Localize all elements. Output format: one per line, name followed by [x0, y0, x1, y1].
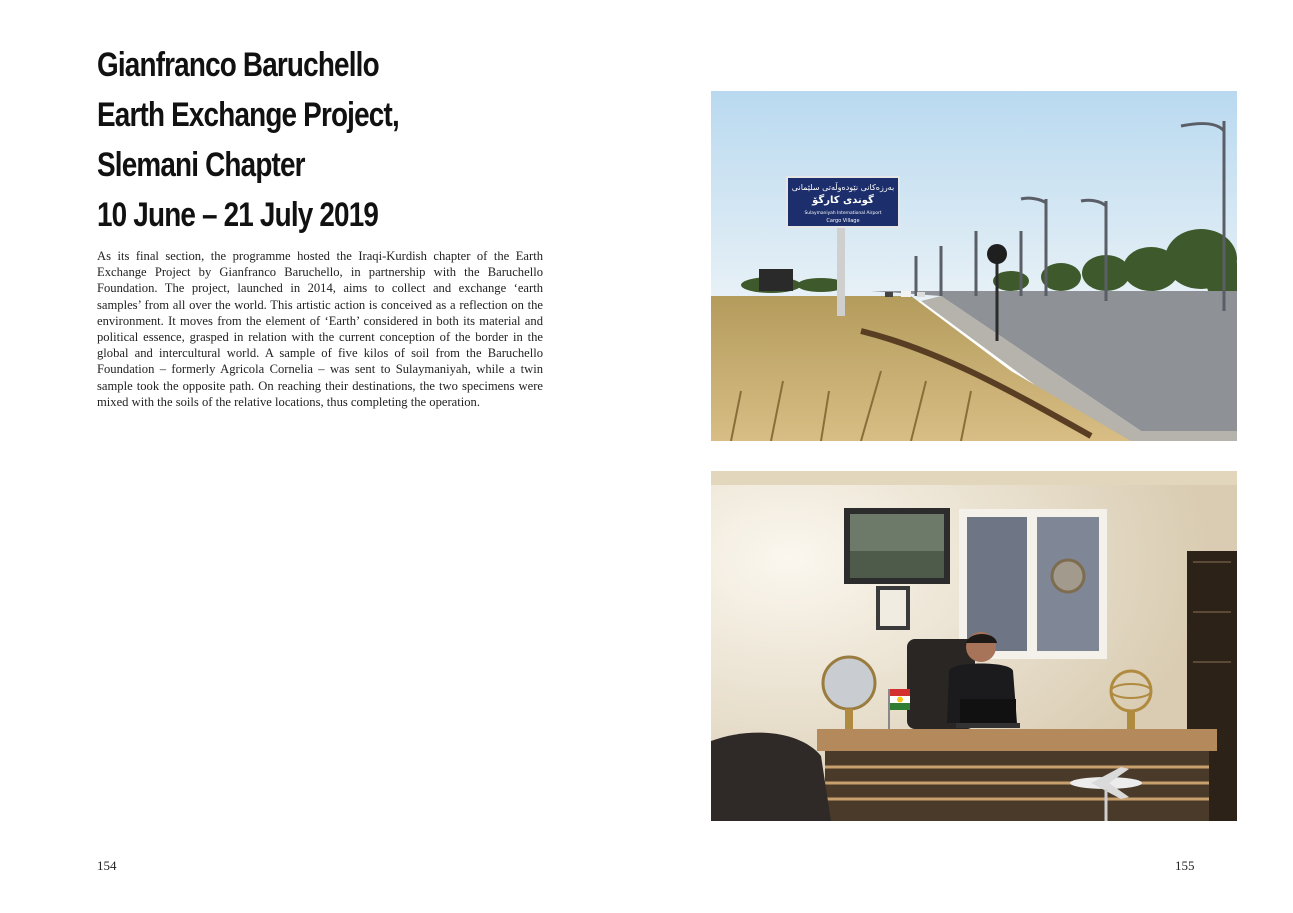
right-page: [646, 0, 1293, 913]
title-line-4: 10 June – 21 July 2019: [97, 196, 379, 234]
desk-front: [825, 751, 1209, 821]
body-paragraph: As its final section, the programme hosted the Iraqi-Kurdish chapter of the Earth Exchange Project by Gianfranco Baruchello, in partnership with the Baruchello Foundation. The project, launched in 2014, aims to collect and exchange ‘earth samples’ from all over the world. This artistic action is conceived as a reflection on the environment. It moves from the element of ‘Earth’ considered in both its material and political essence, grasped in relation with the current conception of the border in the global and intercultural world. A sample of five kilos of soil from the Baruchello Foundation – formerly Agricola Cornelia – was sent to Sulaymaniyah, while a twin sample took the opposite path. On reaching their destinations, the two specimens were mixed with the soils of the relative locations, thus completing the operation.: [97, 249, 543, 409]
round-road-sign: [987, 244, 1007, 264]
billboard-line-1: بەرزەکانی نێودەوڵەتی سلێمانی: [791, 183, 895, 192]
window-pane-left: [967, 517, 1027, 651]
article-title: [97, 40, 399, 240]
page-number-left: 154: [97, 858, 117, 873]
airport-road-image: [711, 91, 1237, 441]
title-line-2: Earth Exchange Project,: [97, 96, 399, 134]
office-image: [711, 471, 1237, 821]
billboard-line-2: گوندی کارگۆ: [812, 195, 874, 206]
ceiling-trim: [711, 471, 1237, 485]
billboard-line-3: Sulaymaniyah International Airport: [804, 211, 882, 216]
kurdish-flag: [890, 689, 910, 696]
billboard-line-4: Cargo Village: [826, 218, 860, 224]
portrait-medallion: [1052, 560, 1084, 592]
photo-airport-road: [711, 91, 1237, 441]
left-page: [0, 0, 646, 913]
laptop: [960, 699, 1016, 725]
desk-globe: [823, 657, 875, 709]
desk-top: [817, 729, 1217, 751]
small-roadside-sign: [759, 269, 793, 291]
page-number-right: 155: [1175, 858, 1195, 873]
title-line-1: Gianfranco Baruchello: [97, 46, 379, 84]
title-line-3: Slemani Chapter: [97, 146, 305, 184]
photo-office: [711, 471, 1237, 821]
